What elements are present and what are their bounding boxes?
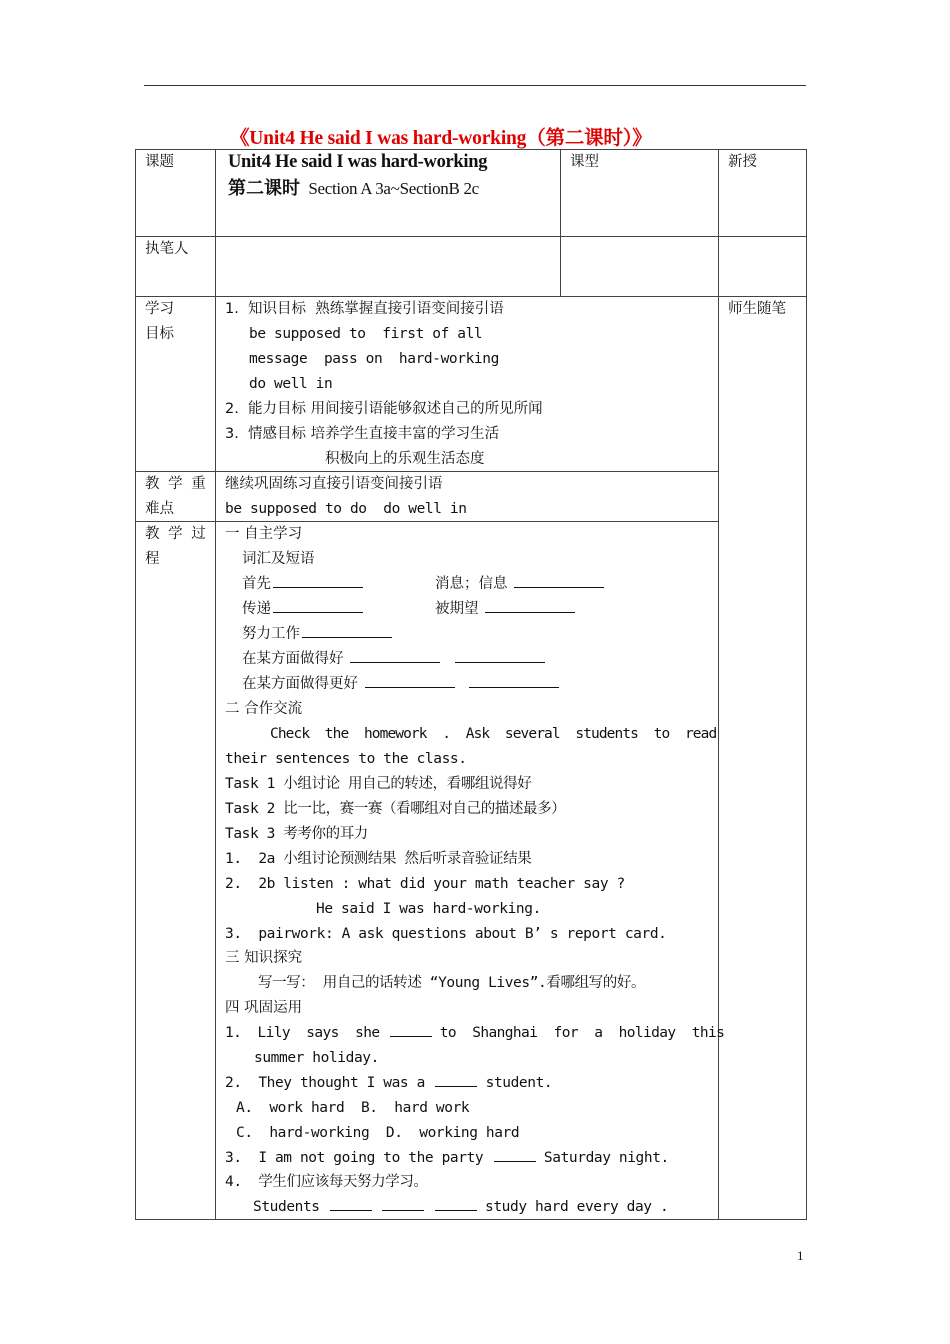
answer-blank[interactable] [514, 573, 604, 588]
process-label-line2: 程 [145, 551, 160, 567]
process-label-line1: 教 学 过 [145, 526, 208, 542]
keypoint-line: 继续巩固练习直接引语变间接引语 [225, 476, 443, 492]
keypoints-label-line1: 教 学 重 [145, 476, 208, 492]
goals-label-line1: 学习 [145, 301, 174, 317]
answer-blank[interactable] [382, 1196, 424, 1211]
task-line: He said I was hard-working. [316, 901, 541, 917]
answer-blank[interactable] [435, 1072, 477, 1087]
answer-blank[interactable] [302, 623, 392, 638]
vocab-item: 努力工作 [242, 622, 392, 647]
goal-line: do well in [249, 376, 333, 392]
notes-column-cell [718, 296, 807, 1220]
answer-blank[interactable] [494, 1147, 536, 1162]
body-line: Check the homework . Ask several students to read [270, 726, 717, 742]
exercise-line: 2. They thought I was a student. [225, 1071, 552, 1096]
answer-blank[interactable] [485, 598, 575, 613]
answer-blank[interactable] [455, 648, 545, 663]
document-title: 《Unit4 He said I was hard-working（第二课时）》 [230, 128, 652, 149]
task-line: 1. 2a 小组讨论预测结果 然后听录音验证结果 [225, 851, 532, 867]
author-label: 执笔人 [145, 241, 189, 257]
goal-line: 2. 能力目标 用间接引语能够叙述自己的所见所闻 [225, 401, 543, 417]
page-number: 1 [797, 1248, 804, 1263]
section-heading: 四 巩固运用 [225, 1000, 303, 1016]
task-line: 2. 2b listen : what did your math teacher say ? [225, 876, 625, 892]
exercise-line: Students study hard every day . [253, 1195, 668, 1220]
author-value-cell [215, 236, 561, 297]
topic-subtitle [228, 176, 479, 203]
task-line: Task 1 小组讨论 用自己的转述，看哪组说得好 [225, 776, 532, 792]
exercise-line: 1. Lily says she to Shanghai for a holiday this [225, 1021, 724, 1046]
goal-line: 积极向上的乐观生活态度 [325, 451, 485, 467]
goal-line: 3. 情感目标 培养学生直接丰富的学习生活 [225, 426, 500, 442]
author-extra-cell [560, 236, 719, 297]
keypoint-line: be supposed to do do well in [225, 501, 467, 517]
topic-subtitle-cn: 第二课时 [228, 178, 300, 199]
answer-blank[interactable] [273, 573, 363, 588]
goal-line: be supposed to first of all [249, 326, 483, 342]
answer-blank[interactable] [435, 1196, 477, 1211]
goals-label-line2: 目标 [145, 326, 174, 342]
option-line: C. hard-working D. working hard [236, 1125, 520, 1141]
vocab-item: 被期望 [435, 597, 575, 622]
section-heading: 一 自主学习 [225, 526, 303, 542]
task-line: Task 2 比一比，赛一赛（看哪组对自己的描述最多） [225, 801, 566, 817]
section-heading: 二 合作交流 [225, 701, 303, 717]
answer-blank[interactable] [469, 673, 559, 688]
exercise-line: 3. I am not going to the party Saturday night. [225, 1146, 669, 1171]
vocab-item: 传递 [242, 597, 363, 622]
task-line: 3. pairwork: A ask questions about B’ s report card. [225, 926, 667, 942]
vocab-heading: 词汇及短语 [242, 551, 315, 567]
answer-blank[interactable] [390, 1022, 432, 1037]
option-line: A. work hard B. hard work [236, 1100, 470, 1116]
body-line: 写一写： 用自己的话转述 “Young Lives”.看哪组写的好。 [258, 975, 646, 991]
task-line: Task 3 考考你的耳力 [225, 826, 368, 842]
vocab-item: 在某方面做得更好 [242, 672, 559, 697]
exercise-line: summer holiday. [254, 1050, 379, 1066]
vocab-item: 首先 [242, 572, 363, 597]
vocab-item: 在某方面做得好 [242, 647, 545, 672]
notes-label: 师生随笔 [728, 301, 786, 317]
topic-label: 课题 [145, 154, 174, 170]
topic-title: Unit4 He said I was hard-working [228, 152, 488, 172]
answer-blank[interactable] [350, 648, 440, 663]
type-label: 课型 [570, 154, 599, 170]
exercise-line: 4. 学生们应该每天努力学习。 [225, 1174, 428, 1190]
keypoints-label-line2: 难点 [145, 501, 174, 517]
answer-blank[interactable] [273, 598, 363, 613]
goal-line: message pass on hard-working [249, 351, 499, 367]
header-rule [144, 85, 806, 86]
answer-blank[interactable] [330, 1196, 372, 1211]
topic-subtitle-en: Section A 3a~SectionB 2c [308, 179, 479, 198]
answer-blank[interactable] [365, 673, 455, 688]
type-value: 新授 [728, 154, 757, 170]
goal-line: 1. 知识目标 熟练掌握直接引语变间接引语 [225, 301, 504, 317]
vocab-item: 消息；信息 [435, 572, 604, 597]
process-label-cell [135, 521, 216, 1220]
author-extra-cell-2 [718, 236, 807, 297]
section-heading: 三 知识探究 [225, 950, 303, 966]
body-line: their sentences to the class. [225, 751, 467, 767]
